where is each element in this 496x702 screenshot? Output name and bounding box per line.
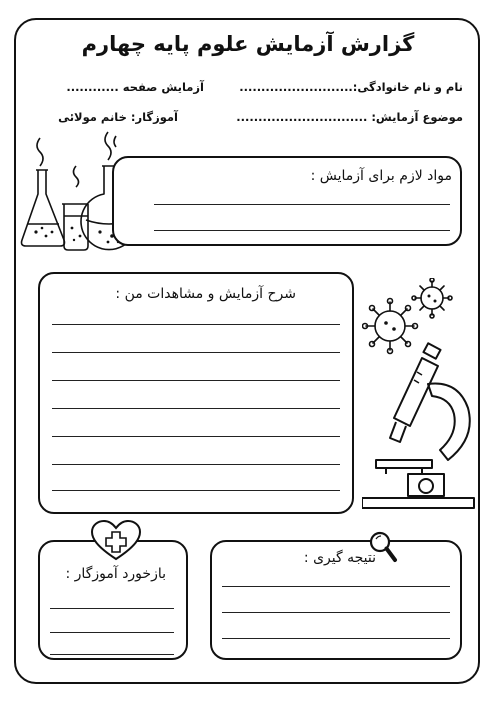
magnifier-icon	[368, 530, 398, 564]
writing-line[interactable]	[222, 586, 450, 587]
page-title: گزارش آزمایش علوم پایه چهارم	[81, 32, 415, 56]
writing-line[interactable]	[50, 654, 174, 655]
description-box	[38, 272, 354, 514]
writing-line[interactable]	[154, 230, 450, 231]
heart-medical-icon	[90, 520, 142, 562]
writing-line[interactable]	[222, 612, 450, 613]
writing-line[interactable]	[50, 608, 174, 609]
materials-title: مواد لازم برای آزمایش :	[310, 168, 452, 184]
page-field[interactable]: آزمایش صفحه ............	[66, 80, 204, 94]
writing-line[interactable]	[154, 204, 450, 205]
writing-line[interactable]	[50, 632, 174, 633]
description-title: شرح آزمایش و مشاهدات من :	[115, 286, 296, 302]
materials-box	[112, 156, 462, 246]
teacher-field: آموزگار: خانم مولائی	[58, 110, 178, 124]
conclusion-title: نتیجه گیری :	[303, 550, 376, 566]
writing-line[interactable]	[52, 464, 340, 465]
microscope-icon	[362, 342, 477, 512]
writing-line[interactable]	[52, 490, 340, 491]
conclusion-box	[210, 540, 462, 660]
writing-line[interactable]	[52, 380, 340, 381]
feedback-title: بازخورد آموزگار :	[65, 566, 166, 582]
writing-line[interactable]	[222, 638, 450, 639]
subject-field[interactable]: موضوع آزمایش: ..............................	[236, 110, 463, 124]
writing-line[interactable]	[52, 436, 340, 437]
name-field[interactable]: نام و نام خانوادگی:..........................	[239, 80, 463, 94]
writing-line[interactable]	[52, 352, 340, 353]
writing-line[interactable]	[52, 408, 340, 409]
writing-line[interactable]	[52, 324, 340, 325]
